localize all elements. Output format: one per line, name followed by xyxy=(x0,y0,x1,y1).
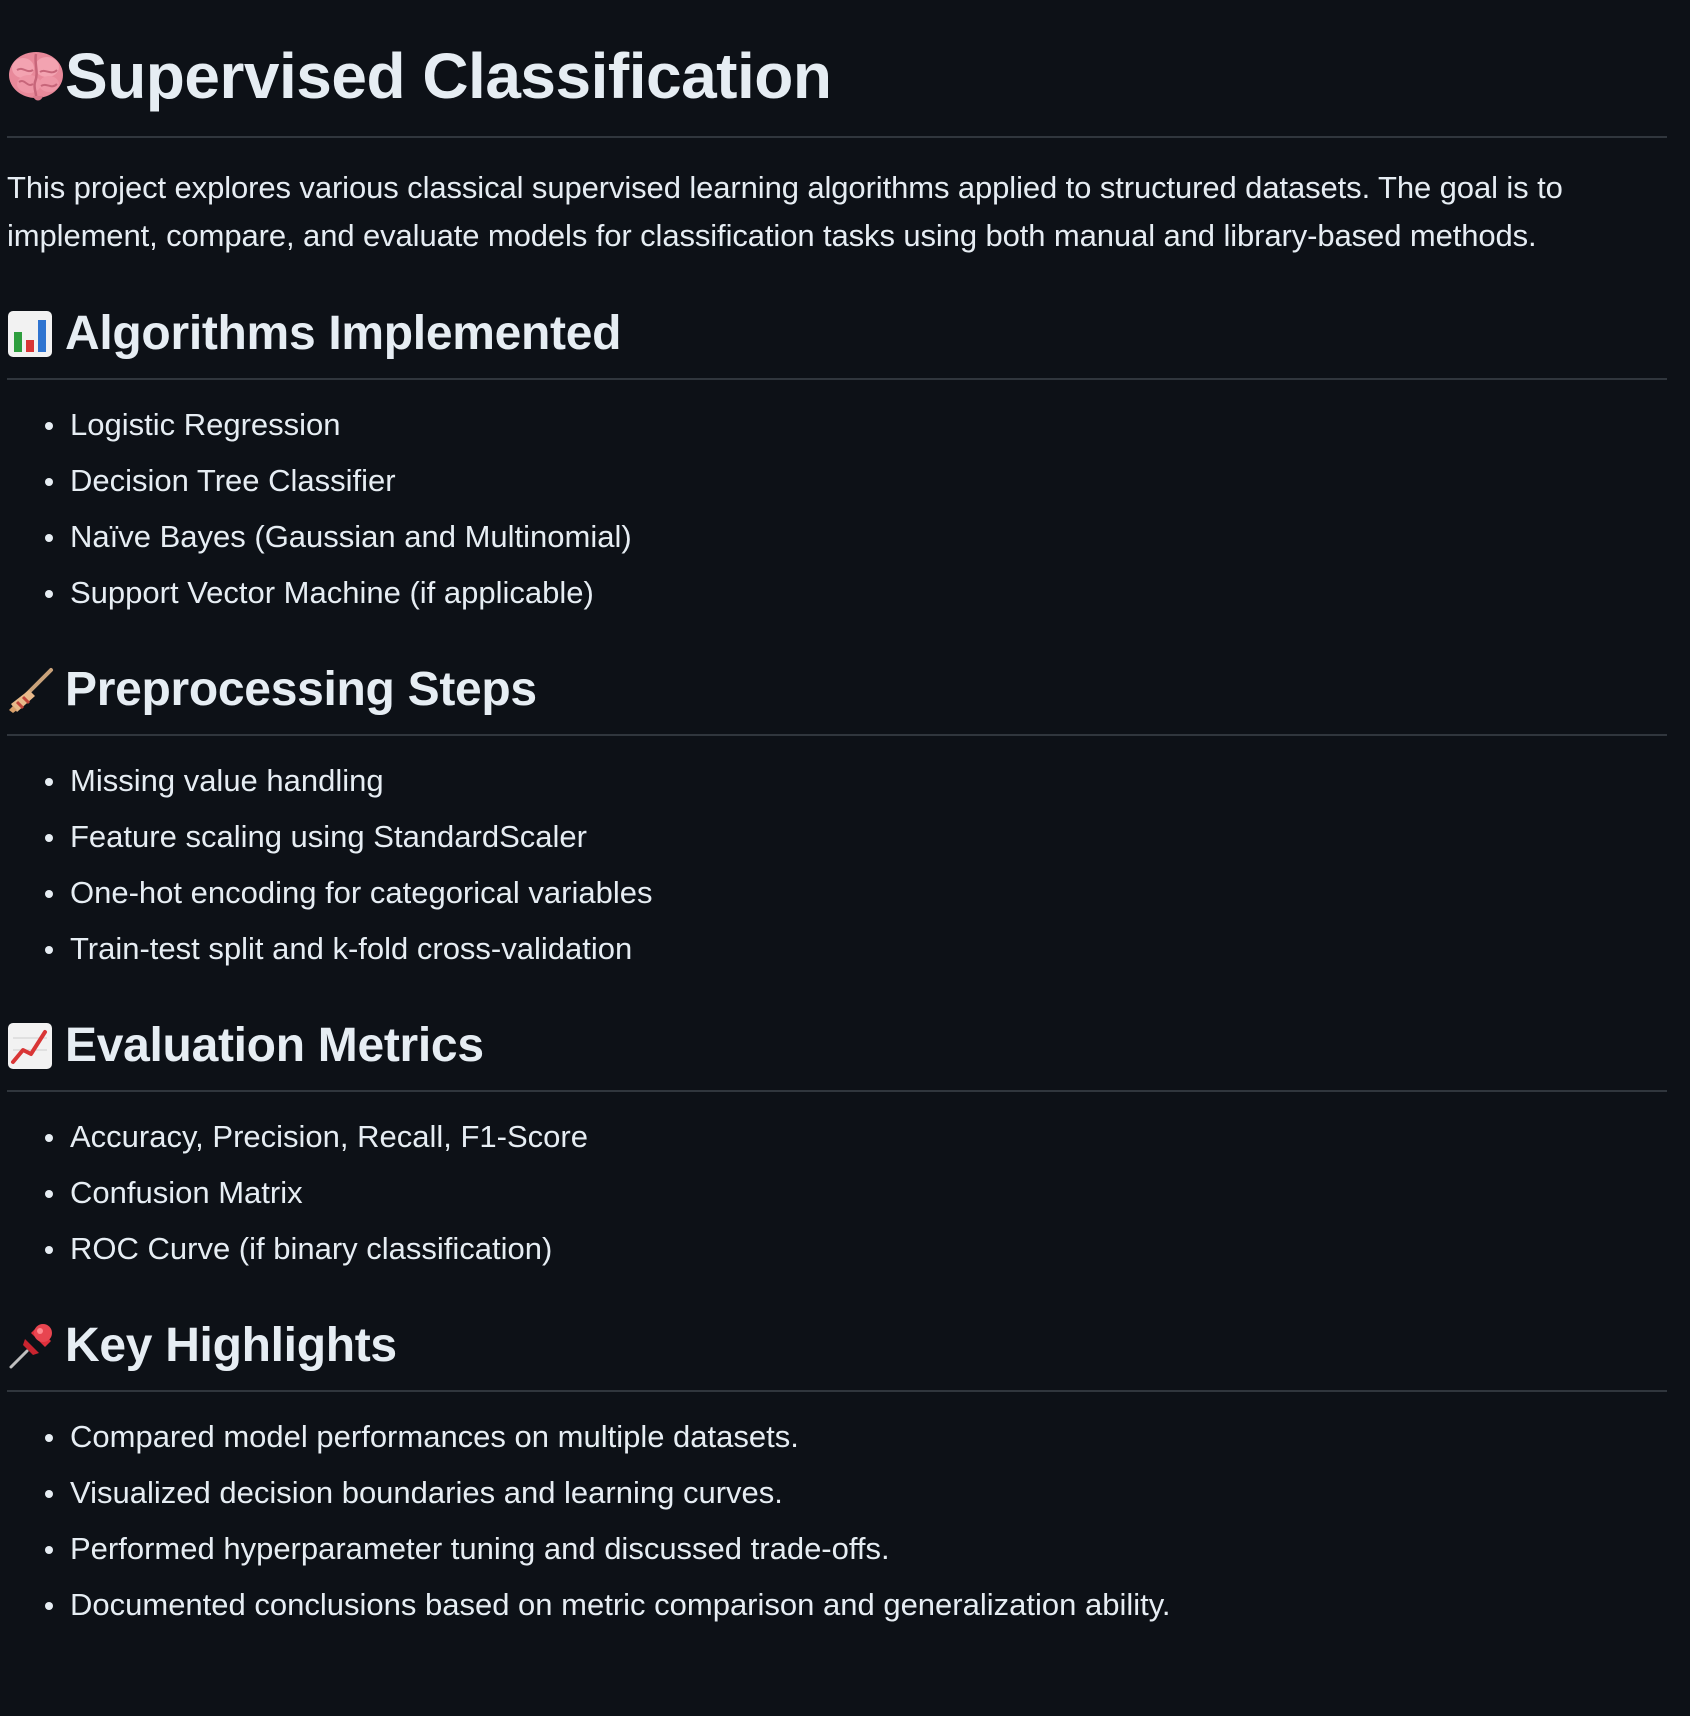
list-item: Feature scaling using StandardScaler xyxy=(70,814,1667,860)
list-item: Support Vector Machine (if applicable) xyxy=(70,570,1667,616)
highlights-list xyxy=(7,1414,1667,1628)
section-heading xyxy=(7,1016,1667,1092)
evaluation-list xyxy=(7,1114,1667,1272)
preprocessing-list xyxy=(7,758,1667,972)
readme-content xyxy=(7,0,1667,1638)
section-evaluation xyxy=(7,1016,1667,1272)
broom-icon xyxy=(7,660,65,720)
pushpin-icon xyxy=(7,1316,65,1376)
list-item: Documented conclusions based on metric comparison and generalization ability. xyxy=(70,1582,1667,1628)
list-item: Compared model performances on multiple datasets. xyxy=(70,1414,1667,1460)
section-heading xyxy=(7,660,1667,736)
section-algorithms xyxy=(7,304,1667,616)
intro-paragraph: This project explores various classical supervised learning algorithms applied to structured datasets. The goal is to implement, compare, and evaluate models for classification tasks using both manual and library-based methods. xyxy=(7,170,1563,253)
section-highlights xyxy=(7,1316,1667,1628)
section-heading-text: Algorithms Implemented xyxy=(65,307,622,360)
brain-icon xyxy=(7,46,65,106)
chart-increasing-icon xyxy=(7,1016,65,1076)
list-item: Accuracy, Precision, Recall, F1-Score xyxy=(70,1114,1667,1160)
section-heading xyxy=(7,1316,1667,1392)
list-item: Naïve Bayes (Gaussian and Multinomial) xyxy=(70,514,1667,560)
list-item: Train-test split and k-fold cross-validation xyxy=(70,926,1667,972)
bar-chart-icon xyxy=(7,304,65,364)
section-heading-text: Preprocessing Steps xyxy=(65,663,537,716)
section-heading-text: Key Highlights xyxy=(65,1319,397,1372)
list-item: Performed hyperparameter tuning and discussed trade-offs. xyxy=(70,1526,1667,1572)
list-item: Visualized decision boundaries and learning curves. xyxy=(70,1470,1667,1516)
page-title-text: Supervised Classification xyxy=(65,40,832,112)
list-item: Missing value handling xyxy=(70,758,1667,804)
list-item: ROC Curve (if binary classification) xyxy=(70,1226,1667,1272)
list-item: Logistic Regression xyxy=(70,402,1667,448)
list-item: Confusion Matrix xyxy=(70,1170,1667,1216)
section-heading xyxy=(7,304,1667,380)
algorithms-list xyxy=(7,402,1667,616)
page-title xyxy=(7,0,1667,138)
section-preprocessing xyxy=(7,660,1667,972)
section-heading-text: Evaluation Metrics xyxy=(65,1019,484,1072)
list-item: Decision Tree Classifier xyxy=(70,458,1667,504)
list-item: One-hot encoding for categorical variables xyxy=(70,870,1667,916)
